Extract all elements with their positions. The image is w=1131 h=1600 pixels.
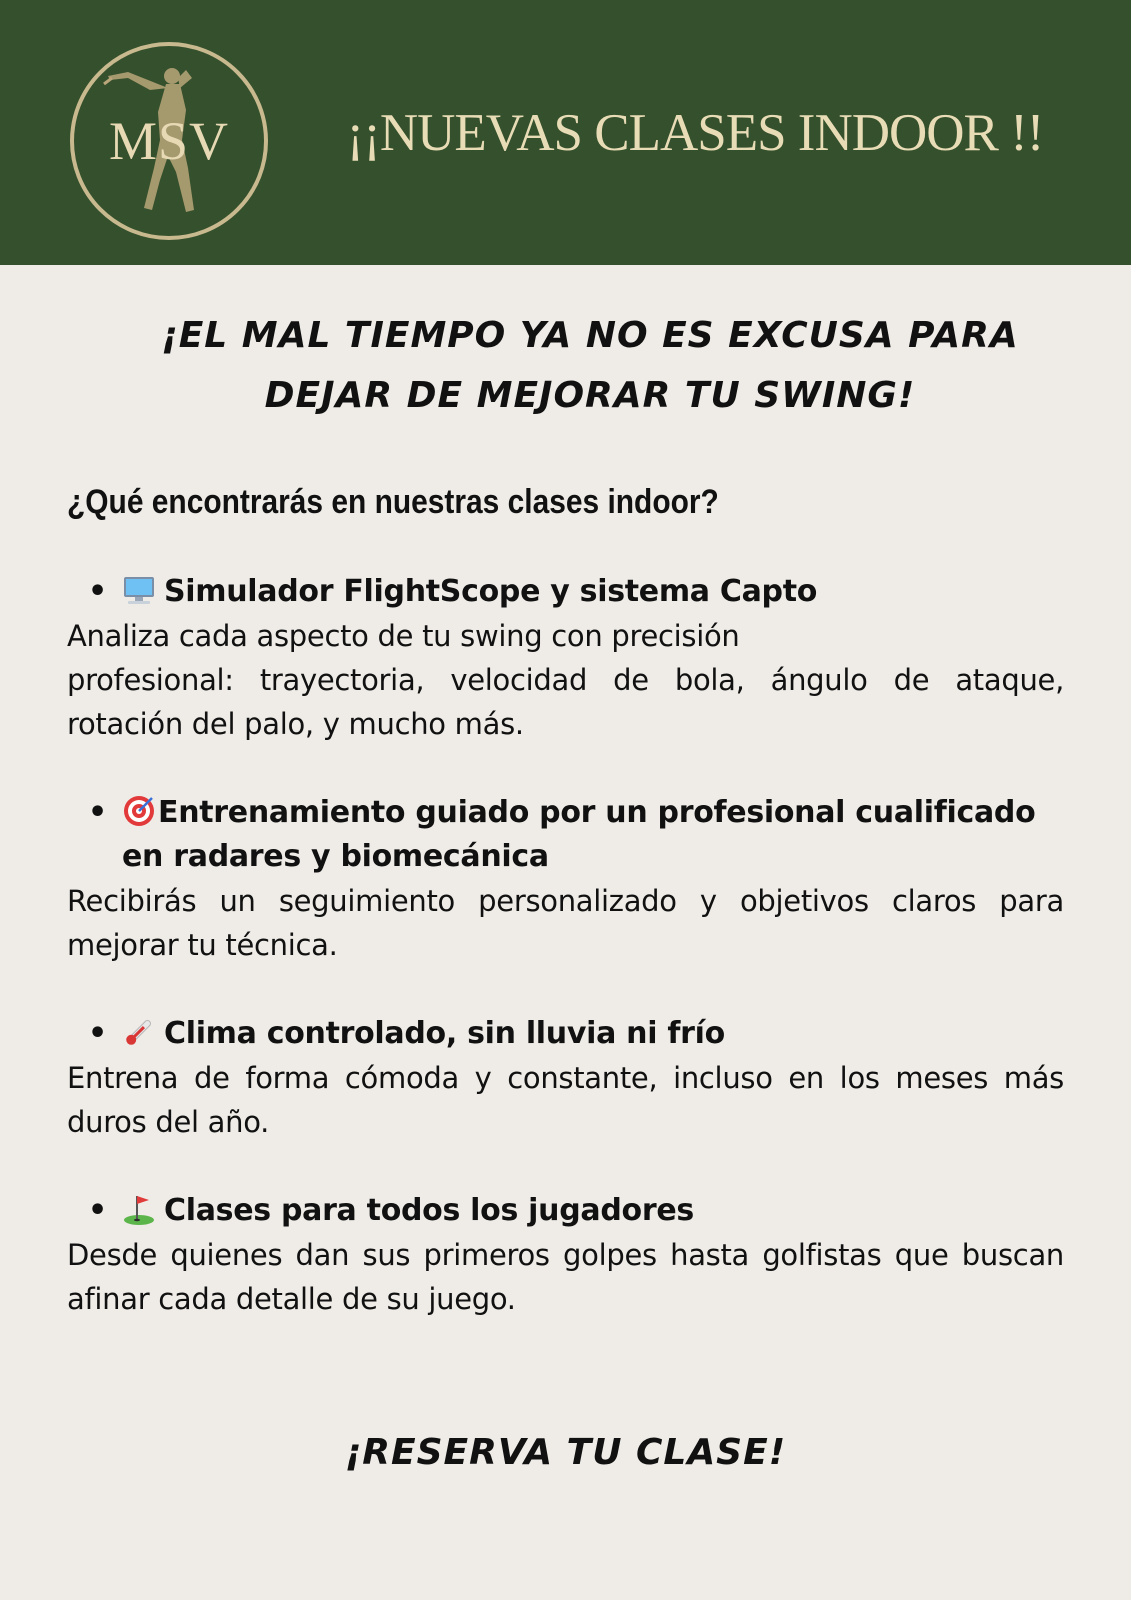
feature-title-training bbox=[88, 791, 1068, 879]
bullet-icon: • bbox=[88, 574, 108, 609]
headline-line-1: ¡EL MAL TIEMPO YA NO ES EXCUSA PARA bbox=[161, 315, 1019, 356]
feature-desc-training: Recibirás un seguimiento personalizado y objetivos claros para mejorar tu técnica. bbox=[67, 884, 1064, 962]
feature-desc-line: profesional: trayectoria, velocidad de bola, ángulo de ataque, rotación del palo, y mucho más. bbox=[67, 663, 1064, 741]
golf-flag-icon bbox=[122, 1192, 156, 1226]
feature-title-text: Clima controlado, sin lluvia ni frío bbox=[164, 1016, 725, 1051]
headline-line-2: DEJAR DE MEJORAR TU SWING! bbox=[264, 375, 916, 416]
logo-text: MSV bbox=[108, 111, 230, 171]
feature-title-text: Entrenamiento guiado por un profesional cualificado en radares y biomecánica bbox=[122, 795, 1036, 874]
feature-title-simulator bbox=[88, 570, 1068, 614]
reserve-cta[interactable]: ¡RESERVA TU CLASE! bbox=[344, 1432, 787, 1473]
feature-desc-line: Analiza cada aspecto de tu swing con precisión bbox=[67, 619, 740, 653]
feature-desc-players: Desde quienes dan sus primeros golpes hasta golfistas que buscan afinar cada detalle de su juego. bbox=[67, 1238, 1064, 1316]
header-banner bbox=[0, 0, 1131, 265]
msv-logo bbox=[68, 40, 270, 242]
bullet-icon: • bbox=[88, 1193, 108, 1228]
feature-title-players bbox=[88, 1189, 1068, 1233]
thermometer-icon bbox=[122, 1015, 156, 1049]
page-title: ¡¡NUEVAS CLASES INDOOR !! bbox=[346, 104, 1044, 162]
computer-icon bbox=[122, 573, 156, 607]
feature-title-text: Simulador FlightScope y sistema Capto bbox=[164, 574, 818, 609]
feature-desc-climate: Entrena de forma cómoda y constante, incluso en los meses más duros del año. bbox=[67, 1061, 1064, 1139]
feature-title-climate bbox=[88, 1012, 1068, 1056]
feature-desc-simulator bbox=[67, 614, 1064, 746]
section-question: ¿Qué encontrarás en nuestras clases indoor? bbox=[67, 483, 719, 521]
target-icon bbox=[122, 794, 156, 828]
headline bbox=[100, 306, 1080, 426]
feature-title-text: Clases para todos los jugadores bbox=[164, 1193, 694, 1228]
bullet-icon: • bbox=[88, 1016, 108, 1051]
bullet-icon: • bbox=[88, 795, 108, 830]
